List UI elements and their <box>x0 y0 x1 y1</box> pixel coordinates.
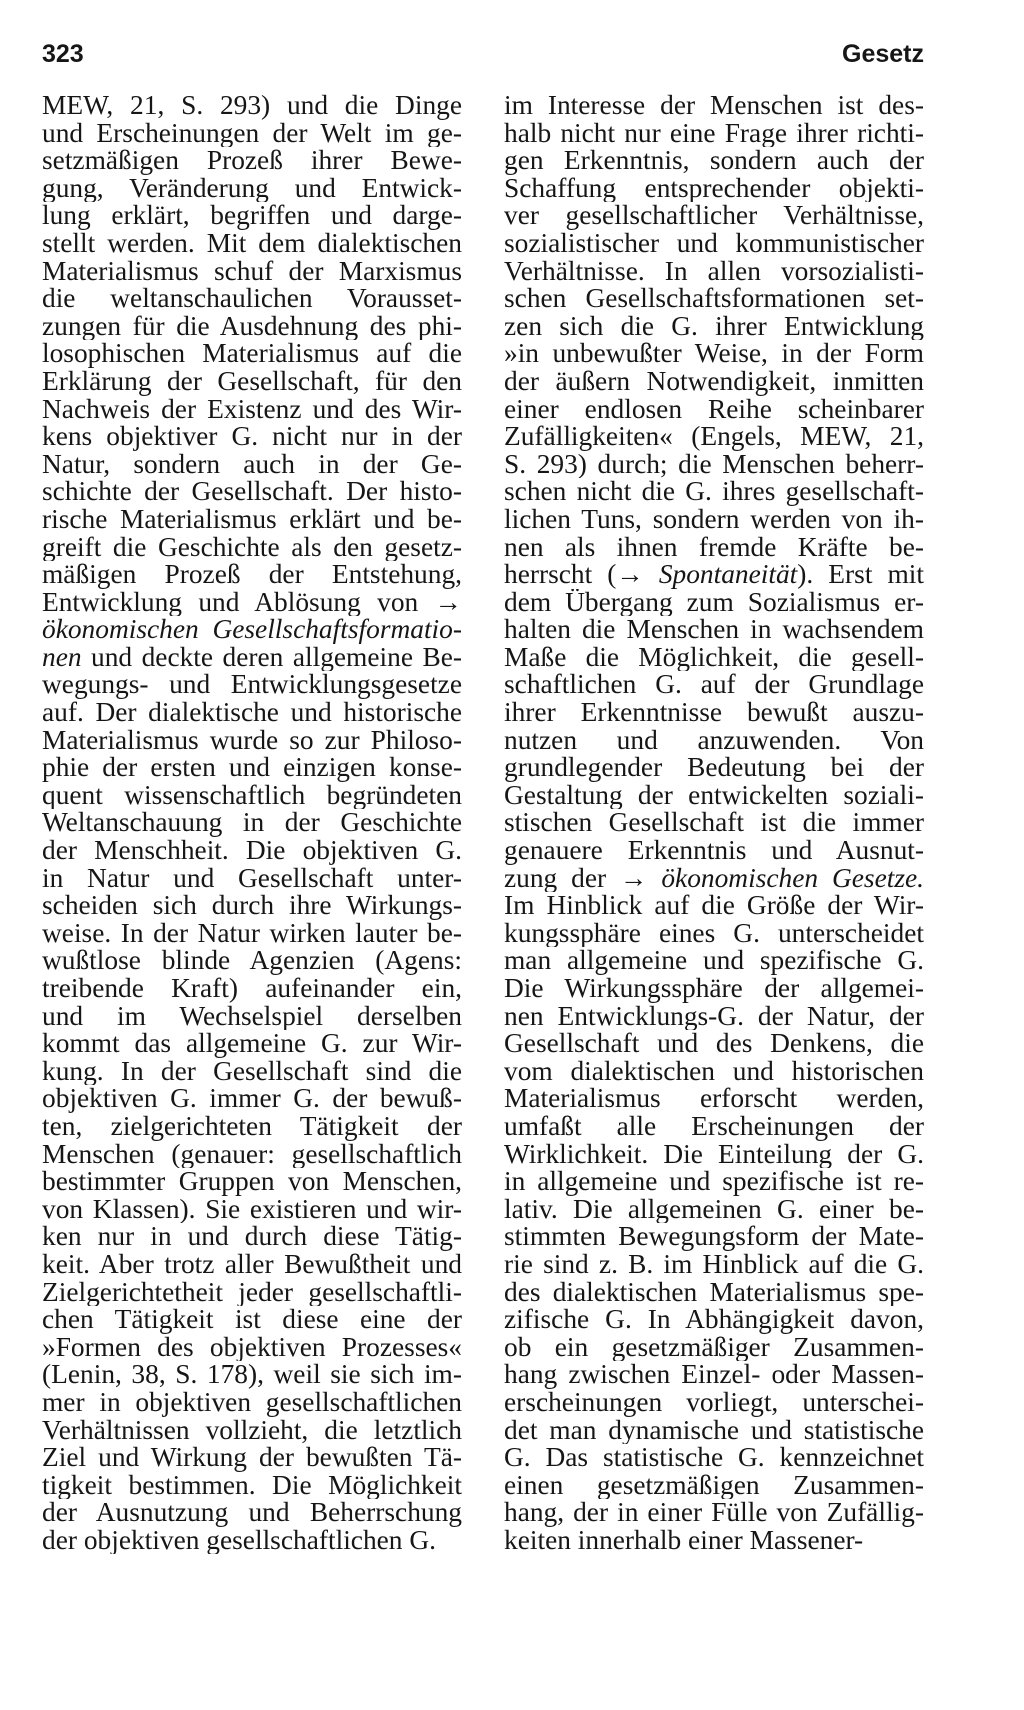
text-line: einer endlosen Reihe scheinbarer <box>504 395 924 424</box>
text-line: Nachweis der Existenz und des Wir- <box>42 395 462 424</box>
text-line: ihrer Erkenntnisse bewußt auszu- <box>504 699 924 727</box>
text-line: det man dynamische und statistische <box>504 1416 924 1445</box>
text-line: Entwicklung und Ablösung von → <box>42 588 462 617</box>
text-line: zifische G. In Abhängigkeit davon, <box>504 1306 924 1334</box>
text-line: Materialismus schuf der Marxismus <box>42 257 462 286</box>
text-line: gen Erkenntnis, sondern auch der <box>504 147 924 175</box>
text-line: kommt das allgemeine G. zur Wir- <box>42 1030 462 1058</box>
text-line: von Klassen). Sie existieren und wir- <box>42 1195 462 1224</box>
text-line: dem Übergang zum Sozialismus er- <box>504 588 924 617</box>
text-line: der äußern Notwendigkeit, inmitten <box>504 367 924 396</box>
left-text-column <box>42 92 462 1554</box>
right-text-column <box>504 92 924 1554</box>
text-line: chen Tätigkeit ist diese eine der <box>42 1306 462 1334</box>
text-line: Natur, sondern auch in der Ge- <box>42 450 462 479</box>
text-line: kungssphäre eines G. unterscheidet <box>504 919 924 948</box>
text-line: die weltanschaulichen Vorausset- <box>42 285 462 313</box>
text-line: herrscht (→ Spontaneität). Erst mit <box>504 561 924 589</box>
text-line: setzmäßigen Prozeß ihrer Bewe- <box>42 147 462 175</box>
text-line: schen nicht die G. ihres gesellschaft- <box>504 478 924 506</box>
text-line: erscheinungen vorliegt, unterschei- <box>504 1388 924 1417</box>
text-line: in Natur und Gesellschaft unter- <box>42 864 462 893</box>
text-line: Materialismus erforscht werden, <box>504 1085 924 1113</box>
text-line: bestimmter Gruppen von Menschen, <box>42 1168 462 1196</box>
text-line: grundlegender Bedeutung bei der <box>504 754 924 782</box>
text-line: halb nicht nur eine Frage ihrer richti- <box>504 119 924 148</box>
text-line: mer in objektiven gesellschaftlichen <box>42 1388 462 1417</box>
page-header <box>42 36 924 72</box>
text-line: Maße die Möglichkeit, die gesell- <box>504 643 924 672</box>
text-line: gung, Veränderung und Entwick- <box>42 174 462 203</box>
text-line: mäßigen Prozeß der Entstehung, <box>42 561 462 589</box>
text-line: Gesellschaft und des Denkens, die <box>504 1030 924 1058</box>
text-line: rische Materialismus erklärt und be- <box>42 505 462 534</box>
text-line: zen sich die G. ihrer Entwicklung <box>504 312 924 341</box>
text-line: halten die Menschen in wachsendem <box>504 616 924 644</box>
text-line: ten, zielgerichteten Tätigkeit der <box>42 1112 462 1141</box>
text-line: einen gesetzmäßigen Zusammen- <box>504 1471 924 1500</box>
text-line: »in unbewußter Weise, in der Form <box>504 340 924 368</box>
running-head: Gesetz <box>842 40 924 68</box>
text-line: Zielgerichtetheit jeder gesellschaftli- <box>42 1278 462 1307</box>
text-line: vom dialektischen und historischen <box>504 1057 924 1086</box>
text-line: nen und deckte deren allgemeine Be- <box>42 643 462 672</box>
text-line: und Erscheinungen der Welt im ge- <box>42 119 462 148</box>
text-line: rie sind z. B. im Hinblick auf die G. <box>504 1250 924 1279</box>
text-line: keiten innerhalb einer Massener- <box>504 1526 864 1555</box>
text-line: stischen Gesellschaft ist die immer <box>504 809 924 838</box>
text-line: schaftlichen G. auf der Grundlage <box>504 671 924 700</box>
text-line: Gestaltung der entwickelten soziali- <box>504 781 924 810</box>
text-line: scheiden sich durch ihre Wirkungs- <box>42 892 462 920</box>
text-line: kung. In der Gesellschaft sind die <box>42 1057 462 1086</box>
text-line: auf. Der dialektische und historische <box>42 699 462 727</box>
text-line: zung der → ökonomischen Gesetze. <box>504 864 924 893</box>
text-line: und im Wechselspiel derselben <box>42 1002 462 1031</box>
text-line: stimmten Bewegungsform der Mate- <box>504 1223 924 1251</box>
text-line: hang zwischen Einzel- oder Massen- <box>504 1361 924 1389</box>
text-line: »Formen des objektiven Prozesses« <box>42 1333 462 1362</box>
text-line: stellt werden. Mit dem dialektischen <box>42 229 462 258</box>
text-line: (Lenin, 38, S. 178), weil sie sich im- <box>42 1361 462 1389</box>
page-number: 323 <box>42 40 84 68</box>
text-line: quent wissenschaftlich begründeten <box>42 781 462 810</box>
text-line: kens objektiver G. nicht nur in der <box>42 423 462 451</box>
text-line: Materialismus wurde so zur Philoso- <box>42 726 462 755</box>
text-line: Die Wirkungssphäre der allgemei- <box>504 975 924 1003</box>
text-line: der Ausnutzung und Beherrschung <box>42 1499 462 1527</box>
text-line: wegungs- und Entwicklungsgesetze <box>42 671 462 700</box>
text-line: in allgemeine und spezifische ist re- <box>504 1168 924 1196</box>
text-line: Schaffung entsprechender objekti- <box>504 174 924 203</box>
text-line: wußtlose blinde Agenzien (Agens: <box>42 947 462 975</box>
text-line: nen Entwicklungs-G. der Natur, der <box>504 1002 924 1031</box>
text-line: sozialistischer und kommunistischer <box>504 229 924 258</box>
text-line: G. Das statistische G. kennzeichnet <box>504 1444 924 1472</box>
text-line: des dialektischen Materialismus spe- <box>504 1278 924 1307</box>
text-line: Verhältnissen vollzieht, die letztlich <box>42 1416 462 1445</box>
text-line: ken nur in und durch diese Tätig- <box>42 1223 462 1251</box>
text-line: Im Hinblick auf die Größe der Wir- <box>504 892 924 920</box>
text-line: lung erklärt, begriffen und darge- <box>42 202 462 230</box>
text-line: Erklärung der Gesellschaft, für den <box>42 367 462 396</box>
text-line: losophischen Materialismus auf die <box>42 340 462 368</box>
text-line: Wirklichkeit. Die Einteilung der G. <box>504 1140 924 1169</box>
text-line: nen als ihnen fremde Kräfte be- <box>504 533 924 562</box>
text-line: nutzen und anzuwenden. Von <box>504 726 924 755</box>
text-line: man allgemeine und spezifische G. <box>504 947 924 975</box>
text-line: Verhältnisse. In allen vorsozialisti- <box>504 257 924 286</box>
text-line: tigkeit bestimmen. Die Möglichkeit <box>42 1471 462 1500</box>
text-line: objektiven G. immer G. der bewuß- <box>42 1085 462 1113</box>
text-line: lichen Tuns, sondern werden von ih- <box>504 505 924 534</box>
text-line: der objektiven gesellschaftlichen G. <box>42 1526 436 1555</box>
text-line: treibende Kraft) aufeinander ein, <box>42 975 462 1003</box>
text-line: schichte der Gesellschaft. Der histo- <box>42 478 462 506</box>
text-line: ökonomischen Gesellschaftsformatio- <box>42 616 462 644</box>
text-line: genauere Erkenntnis und Ausnut- <box>504 837 924 865</box>
text-line: Menschen (genauer: gesellschaftlich <box>42 1140 462 1169</box>
text-line: schen Gesellschaftsformationen set- <box>504 285 924 313</box>
text-line: lativ. Die allgemeinen G. einer be- <box>504 1195 924 1224</box>
text-line: Zufälligkeiten« (Engels, MEW, 21, <box>504 423 924 451</box>
text-line: ver gesellschaftlicher Verhältnisse, <box>504 202 924 230</box>
text-line: greift die Geschichte als den gesetz- <box>42 533 462 562</box>
text-line: keit. Aber trotz aller Bewußtheit und <box>42 1250 462 1279</box>
text-line: umfaßt alle Erscheinungen der <box>504 1112 924 1141</box>
text-line: phie der ersten und einzigen konse- <box>42 754 462 782</box>
text-line: weise. In der Natur wirken lauter be- <box>42 919 462 948</box>
text-line: Weltanschauung in der Geschichte <box>42 809 462 838</box>
text-line: hang, der in einer Fülle von Zufällig- <box>504 1499 924 1527</box>
text-line: Ziel und Wirkung der bewußten Tä- <box>42 1444 462 1472</box>
text-line: ob ein gesetzmäßiger Zusammen- <box>504 1333 924 1362</box>
text-line: im Interesse der Menschen ist des- <box>504 92 924 120</box>
text-line: MEW, 21, S. 293) und die Dinge <box>42 92 462 120</box>
text-line: zungen für die Ausdehnung des phi- <box>42 312 462 341</box>
text-line: S. 293) durch; die Menschen beherr- <box>504 450 924 479</box>
text-line: der Menschheit. Die objektiven G. <box>42 837 462 865</box>
